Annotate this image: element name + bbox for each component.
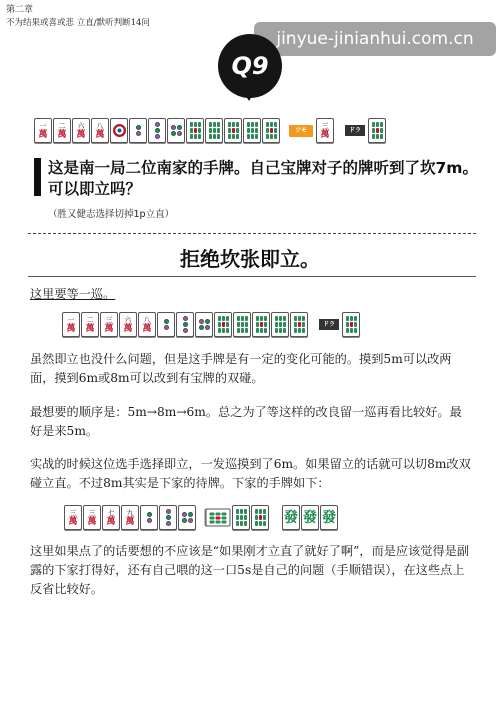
tsumo-label: ツモ [289,125,313,137]
tile-dora [368,118,386,143]
tile-sou [214,312,232,337]
watermark: jinyue-jinianhui.com.cn [254,22,496,56]
tile-sou [233,312,251,337]
tile-pin-1 [110,118,128,143]
tile-man: 一 萬 [34,118,52,143]
tile-man: 七 萬 [102,505,120,530]
tile-sou [252,312,270,337]
tile-man: 二 萬 [53,118,71,143]
tile-sou [262,118,280,143]
tile-pin-2 [129,118,147,143]
paragraph-3: 实战的时候这位选手选择即立，一发巡摸到了6m。如果留立的话就可以切8m改双碰立直。不过8m其实是下家的待牌。下家的手牌如下： [30,457,471,490]
tile-man: 八 萬 [138,312,156,337]
hand-top [34,118,387,143]
chapter-subtitle: 不为结果或喜或悲 立直/默听判断14问 [6,18,150,28]
tile-man: 三 萬 [100,312,118,337]
tile-honor-hatsu: 發 [301,505,319,530]
dora-label: ドラ [319,319,339,330]
tile-sou [251,505,269,530]
tile-pin-4 [195,312,213,337]
tile-sou-called [206,509,231,527]
tile-pin-3 [176,312,194,337]
tile-man: 六 萬 [119,312,137,337]
question-title: 这是南一局二位南家的手牌。自己宝牌对子的牌听到了坎7m。可以即立吗？ [48,159,478,198]
tile-sou [224,118,242,143]
dora-label: ドラ [345,125,365,136]
tile-sou [232,505,250,530]
question-badge-label: Q9 [231,52,269,80]
tile-pin-3 [148,118,166,143]
hand-middle [62,312,361,337]
tile-honor-hatsu: 發 [320,505,338,530]
chapter-label: 第二章 [6,5,34,15]
paragraph-1: 虽然即立也没什么问题，但是这手牌是有一定的变化可能的。摸到5m可以改两面，摸到6m或8m可以改到有宝牌的双碰。 [30,352,452,385]
tile-man: 三 萬 [83,505,101,530]
tile-sou [290,312,308,337]
tile-tsumo: 三 萬 [316,118,334,143]
hand-shimocha [64,505,339,530]
tile-man: 二 萬 [81,312,99,337]
answer-title: 拒绝坎张即立。 [180,247,320,271]
tile-honor-hatsu: 發 [282,505,300,530]
tile-man: 一 萬 [62,312,80,337]
paragraph-2: 最想要的顺序是：5m→8m→6m。总之为了等这样的改良留一巡再看比较好。最好是来5m。 [30,405,462,438]
tile-pin-2 [157,312,175,337]
paragraph-4: 这里如果点了的话要想的不应该是“如果刚才立直了就好了啊”，而是应该觉得是副露的下家打得好，还有自己喂的这一口5s是自己的问题（手顺错误），在这些点上反省比较好。 [30,544,470,596]
tile-man: 八 萬 [91,118,109,143]
tile-pin-5 [178,505,196,530]
tile-sou [243,118,261,143]
tile-man: 九 萬 [121,505,139,530]
tile-pin-3 [159,505,177,530]
tile-pin-4 [167,118,185,143]
tile-sou [271,312,289,337]
tile-man: 六 萬 [72,118,90,143]
tile-dora [342,312,360,337]
tile-sou [205,118,223,143]
tile-sou [186,118,204,143]
tile-pin-2 [140,505,158,530]
answer-underline [28,276,476,277]
tile-man: 三 萬 [64,505,82,530]
question-note: （胜又健志选择切掉1p立直） [48,209,175,220]
question-marker [34,158,41,196]
wait-note: 这里要等一巡。 [30,287,116,301]
section-divider [28,233,476,234]
